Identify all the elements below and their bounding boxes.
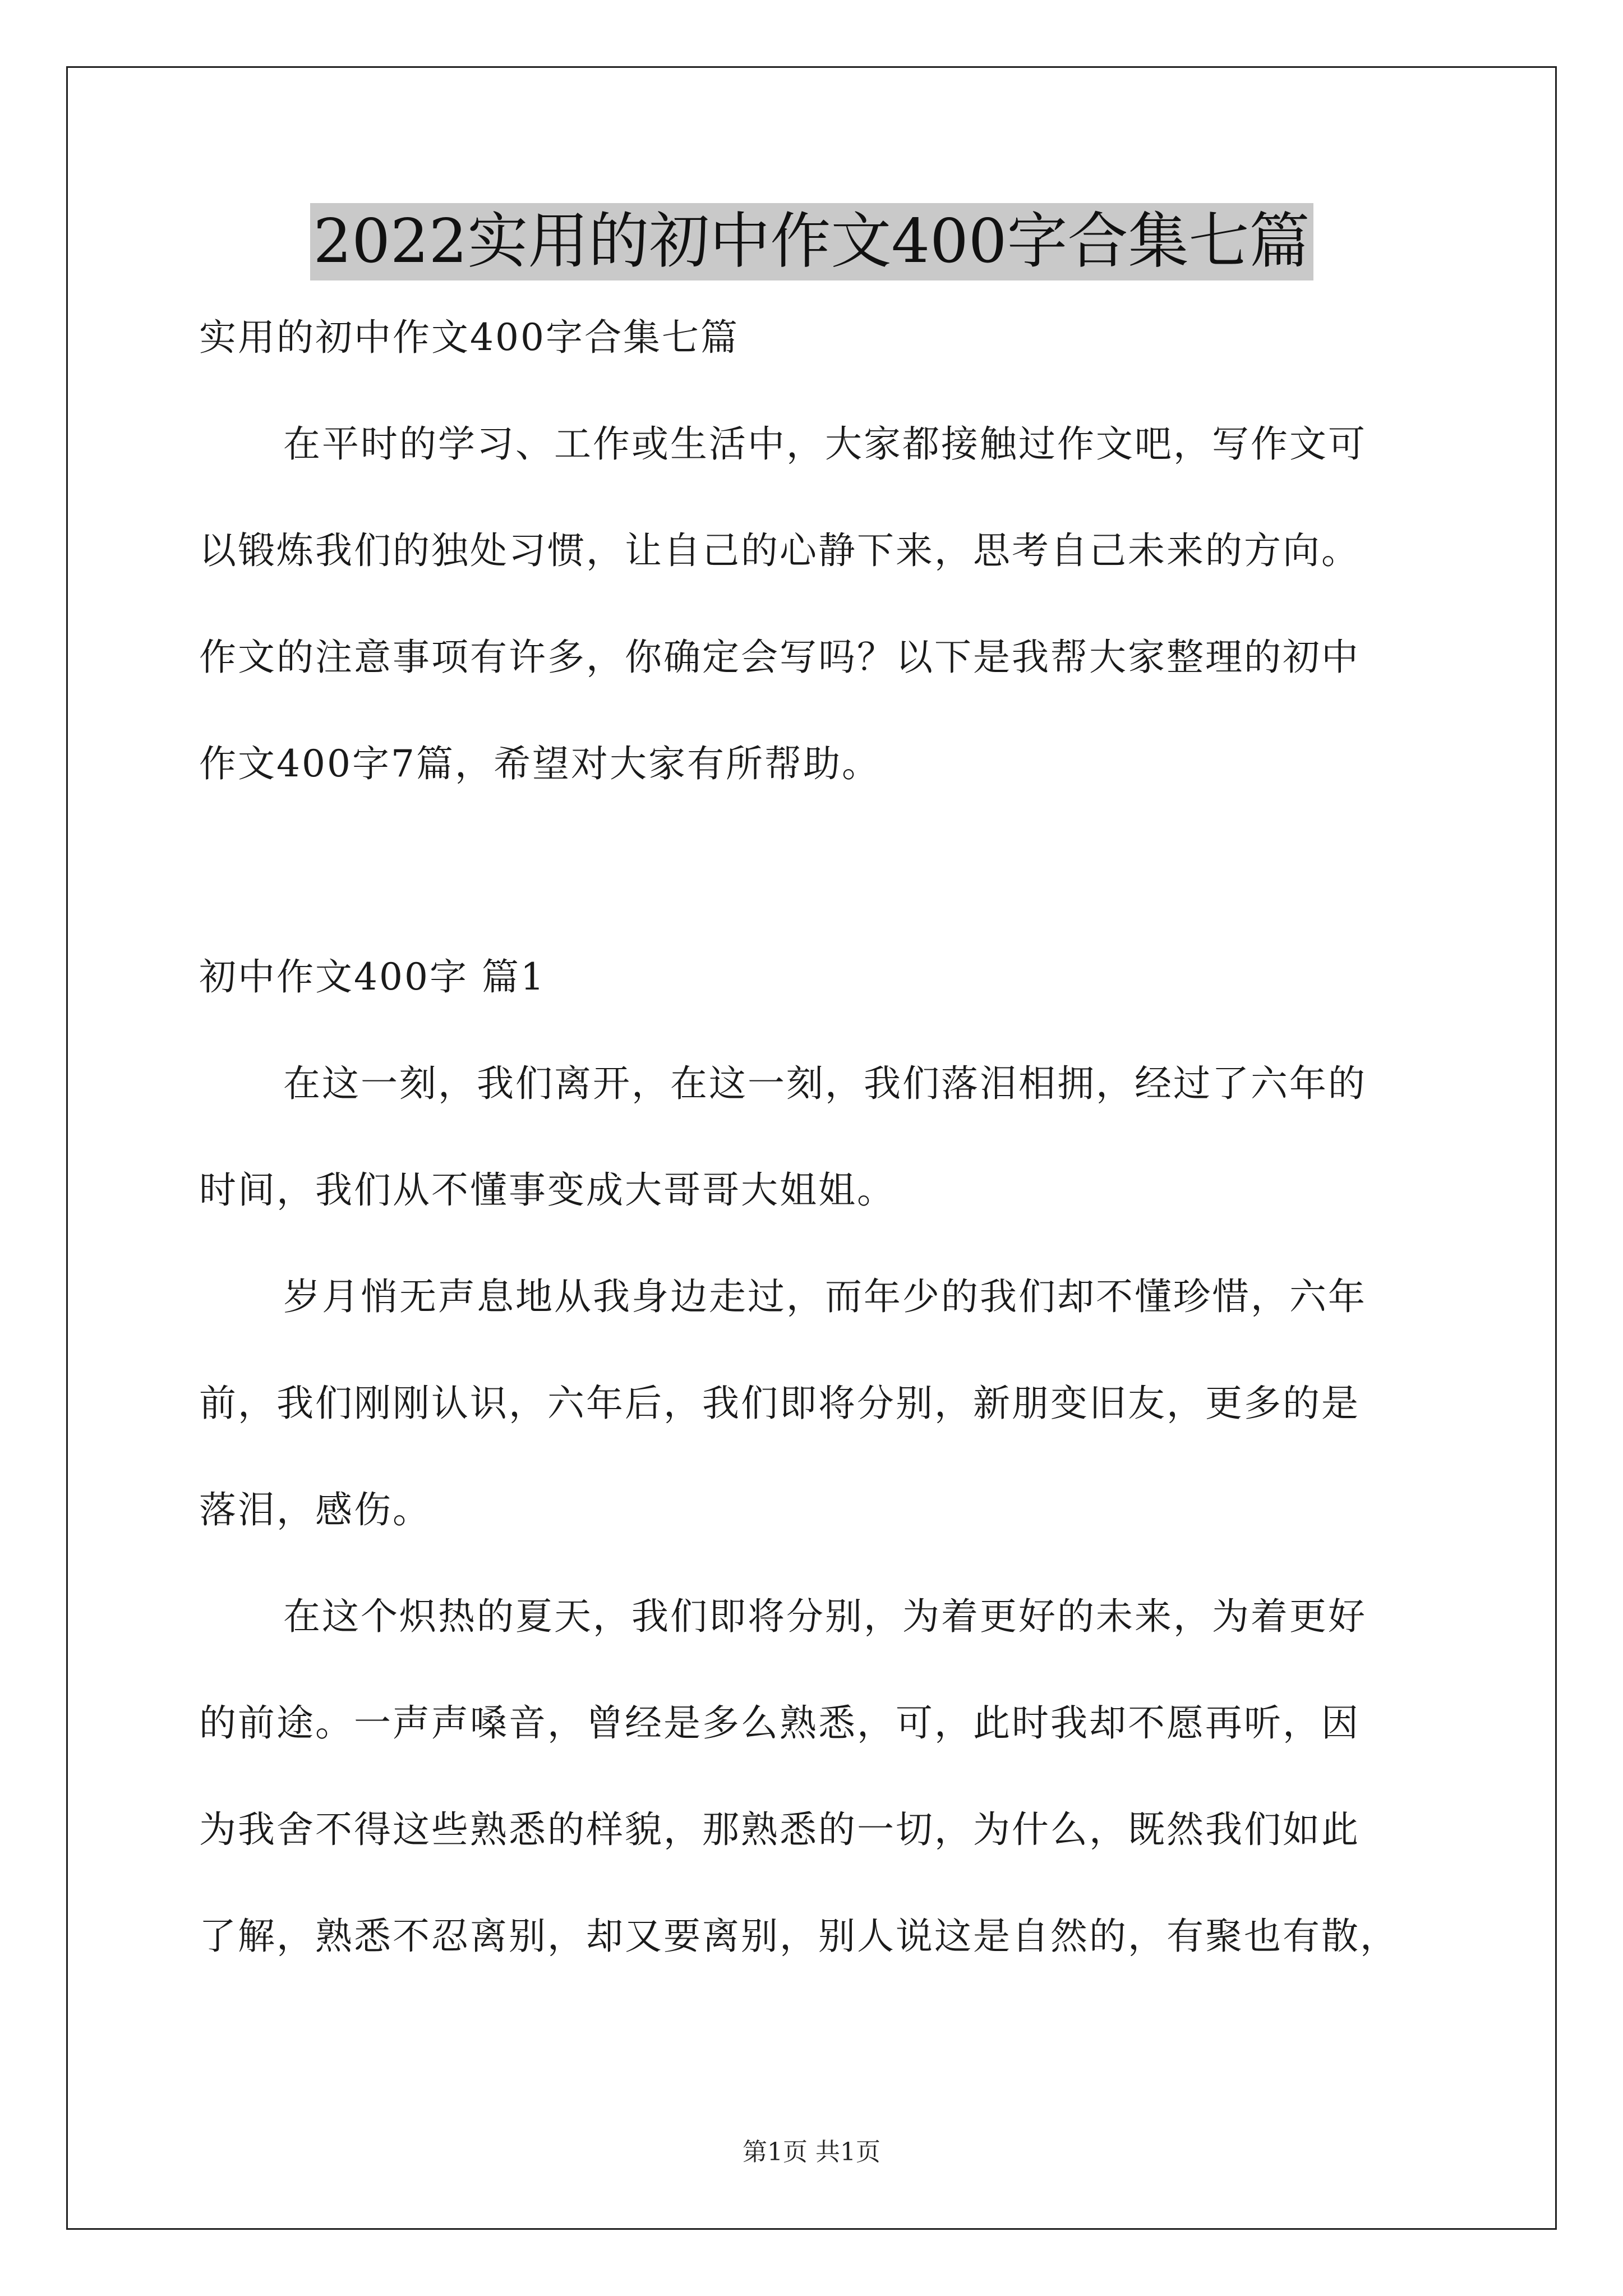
paragraph-line: 在这一刻，我们离开，在这一刻，我们落泪相拥，经过了六年的 bbox=[283, 1062, 1367, 1105]
paragraph-line: 以锻炼我们的独处习惯，让自己的心静下来，思考自己未来的方向。 bbox=[199, 529, 1360, 572]
paragraph-line: 落泪，感伤。 bbox=[199, 1488, 431, 1531]
subtitle-line: 实用的初中作文400字合集七篇 bbox=[199, 316, 739, 359]
paragraph-line: 前，我们刚刚认识，六年后，我们即将分别，新朋变旧友，更多的是 bbox=[199, 1382, 1360, 1425]
paragraph-line: 了解，熟悉不忍离别，却又要离别，别人说这是自然的，有聚也有散， bbox=[199, 1915, 1399, 1958]
paragraph-line: 作文400字7篇，希望对大家有所帮助。 bbox=[199, 742, 880, 785]
paragraph-line: 在这个炽热的夏天，我们即将分别，为着更好的未来，为着更好 bbox=[283, 1595, 1367, 1638]
document-body bbox=[199, 310, 1441, 2015]
paragraph-line: 作文的注意事项有许多，你确定会写吗？以下是我帮大家整理的初中 bbox=[199, 636, 1360, 679]
paragraph-line: 为我舍不得这些熟悉的样貌，那熟悉的一切，为什么，既然我们如此 bbox=[199, 1808, 1360, 1851]
title-container bbox=[0, 203, 1623, 280]
document-title: 2022实用的初中作文400字合集七篇 bbox=[310, 203, 1313, 280]
section-heading: 初中作文400字 篇1 bbox=[199, 955, 546, 999]
paragraph-line: 时间，我们从不懂事变成大哥哥大姐姐。 bbox=[199, 1168, 896, 1212]
section-gap bbox=[199, 843, 1441, 949]
paragraph-line: 岁月悄无声息地从我身边走过，而年少的我们却不懂珍惜，六年 bbox=[283, 1275, 1367, 1318]
paragraph-line: 在平时的学习、工作或生活中，大家都接触过作文吧，写作文可 bbox=[283, 422, 1367, 466]
page-footer: 第1页 共1页 bbox=[743, 2138, 880, 2166]
paragraph-line: 的前途。一声声嗓音，曾经是多么熟悉，可，此时我却不愿再听，因 bbox=[199, 1701, 1360, 1745]
